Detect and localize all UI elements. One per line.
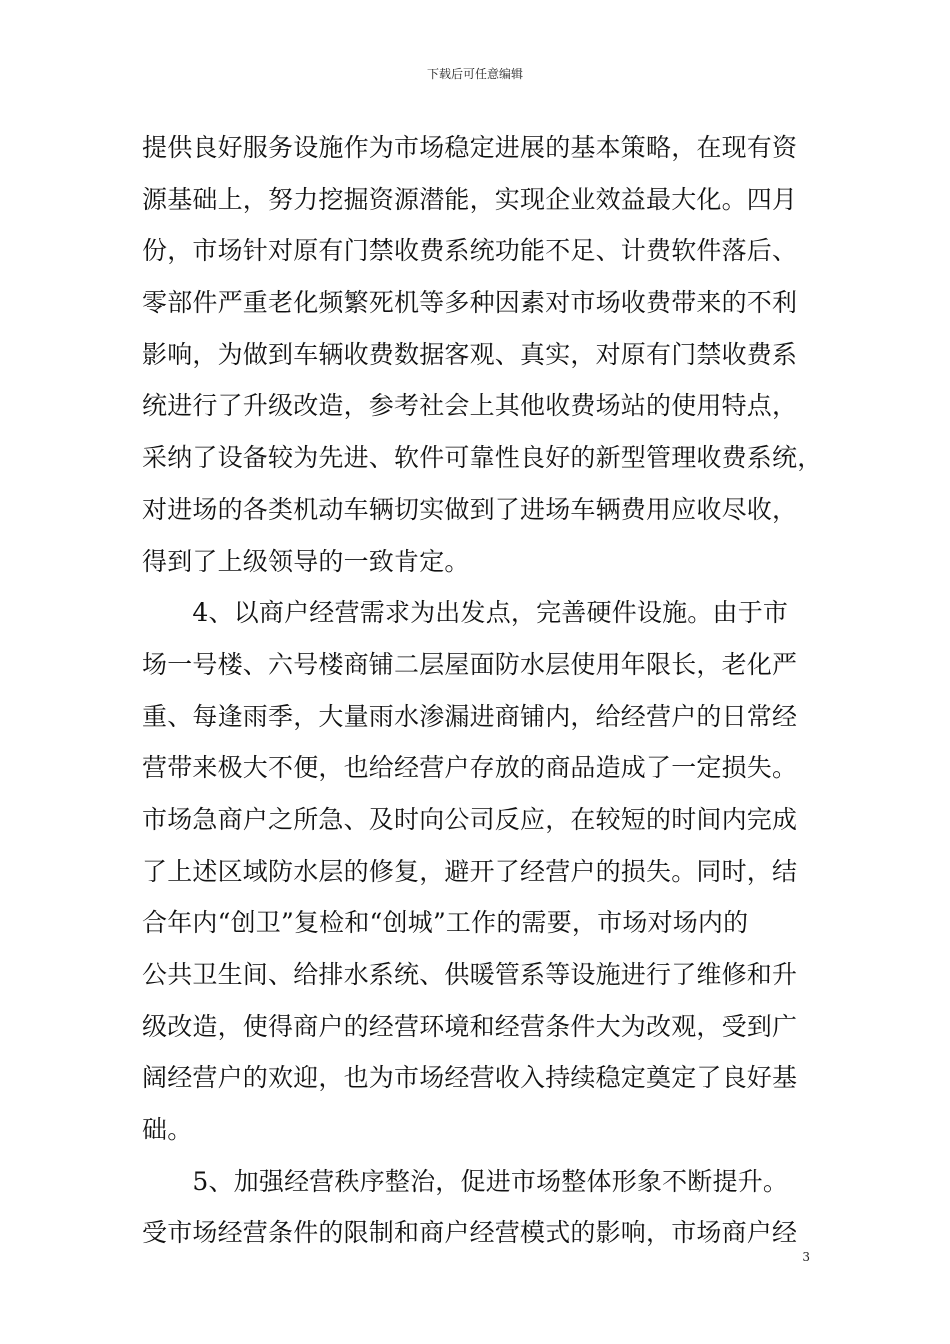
text-line: 阔经营户的欢迎，也为市场经营收入持续稳定奠定了良好基 [142,1063,798,1093]
text-line: 市场急商户之所急、及时向公司反应，在较短的时间内完成 [142,804,798,834]
text-line: 了上述区域防水层的修复，避开了经营户的损失。同时，结 [142,856,798,886]
page-number: 3 [802,1250,810,1264]
text-line: 级改造，使得商户的经营环境和经营条件大为改观，受到广 [142,1011,798,1041]
text-line: 5、加强经营秩序整治，促进市场整体形象不断提升。 [142,1166,789,1196]
text-line: 础。 [142,1115,193,1145]
text-line: 份，市场针对原有门禁收费系统功能不足、计费软件落后、 [142,236,798,266]
page-header: 下载后可任意编辑 [426,67,523,81]
text-line: 源基础上，努力挖掘资源潜能，实现企业效益最大化。四月 [142,184,798,214]
text-line: 公共卫生间、给排水系统、供暖管系等设施进行了维修和升 [142,960,798,989]
text-line: 营带来极大不便，也给经营户存放的商品造成了一定损失。 [142,753,798,783]
text-line: 对进场的各类机动车辆切实做到了进场车辆费用应收尽收， [142,494,798,524]
text-line: 受市场经营条件的限制和商户经营模式的影响，市场商户经 [142,1218,798,1248]
text-line: 重、每逢雨季，大量雨水渗漏进商铺内，给经营户的日常经 [142,701,798,731]
text-line: 提供良好服务设施作为市场稳定进展的基本策略，在现有资 [142,133,798,162]
text-line: 场一号楼、六号楼商铺二层屋面防水层使用年限长，老化严 [142,649,798,679]
text-line: 影响，为做到车辆收费数据客观、真实，对原有门禁收费系 [142,339,798,369]
text-line: 得到了上级领导的一致肯定。 [142,546,470,576]
text-line: 4、以商户经营需求为出发点，完善硬件设施。由于市 [142,598,789,628]
text-line: 合年内“创卫”复检和“创城”工作的需要，市场对场内的 [142,908,749,938]
text-line: 统进行了升级改造，参考社会上其他收费场站的使用特点， [142,391,798,421]
text-line: 采纳了设备较为先进、软件可靠性良好的新型管理收费系统， [142,443,823,473]
text-line: 零部件严重老化频繁死机等多种因素对市场收费带来的不利 [142,288,798,318]
body-text [142,122,832,1259]
